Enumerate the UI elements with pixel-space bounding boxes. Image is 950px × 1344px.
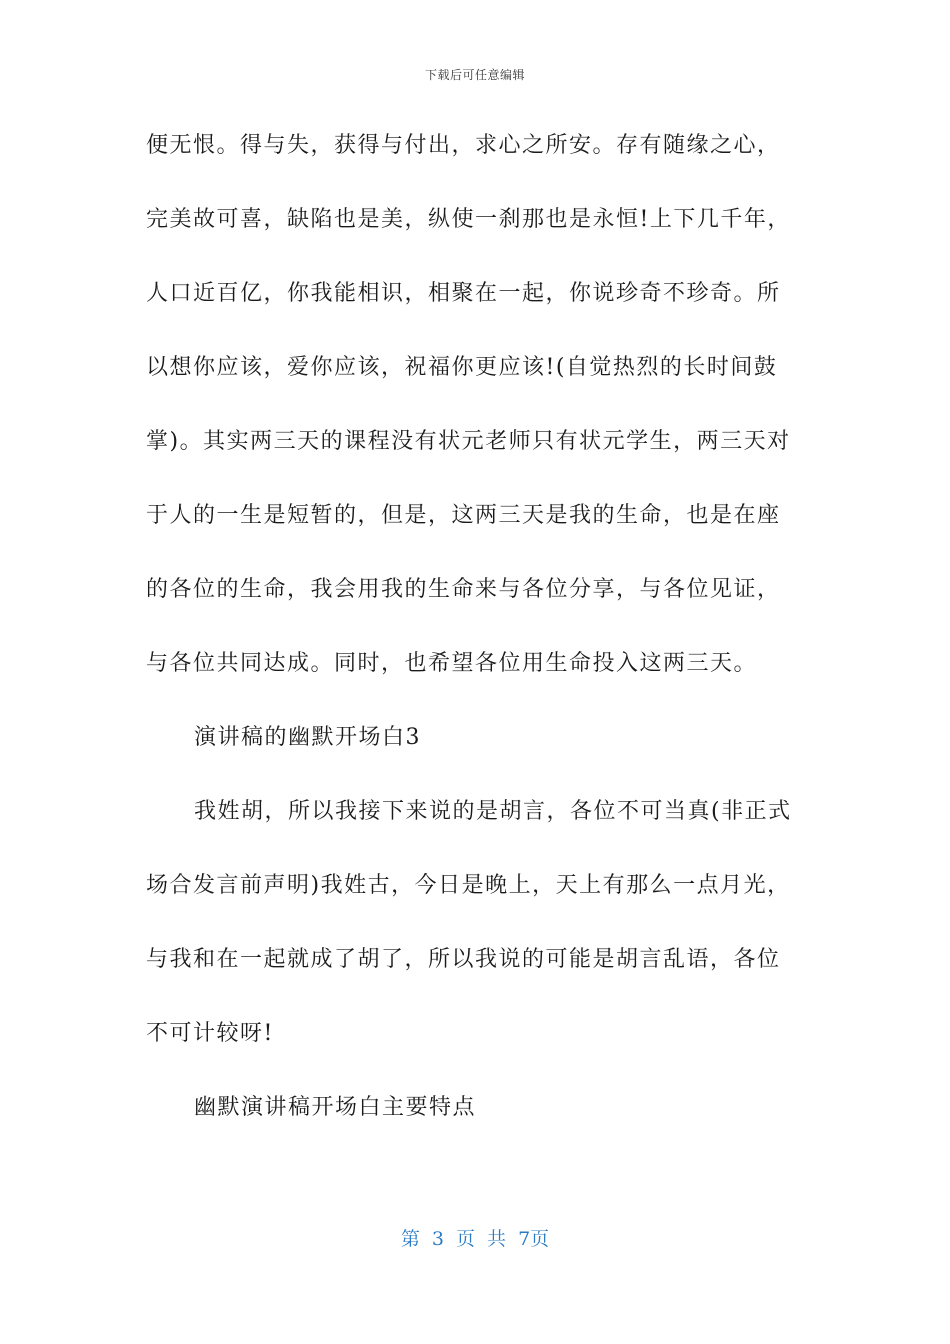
paragraph-line: 人口近百亿，你我能相识，相聚在一起，你说珍奇不珍奇。所 — [146, 281, 781, 306]
document-body — [146, 118, 806, 1154]
page-number: 第 3 页 共 7页 — [400, 1228, 550, 1250]
section-heading: 演讲稿的幽默开场白3 — [194, 725, 421, 750]
paragraph-line: 以想你应该，爱你应该，祝福你更应该!(自觉热烈的长时间鼓 — [146, 355, 778, 380]
paragraph-line: 的各位的生命，我会用我的生命来与各位分享，与各位见证， — [146, 577, 781, 602]
page-header: 下载后可任意编辑 — [424, 68, 525, 82]
paragraph-line: 场合发言前声明)我姓古，今日是晚上，天上有那么一点月光， — [146, 873, 791, 898]
section-heading: 幽默演讲稿开场白主要特点 — [194, 1095, 477, 1120]
paragraph-line: 我姓胡，所以我接下来说的是胡言，各位不可当真(非正式 — [194, 799, 792, 824]
paragraph-line: 与我和在一起就成了胡了，所以我说的可能是胡言乱语，各位 — [146, 947, 781, 972]
paragraph-line: 与各位共同达成。同时，也希望各位用生命投入这两三天。 — [146, 651, 758, 676]
paragraph-line: 完美故可喜，缺陷也是美，纵使一刹那也是永恒!上下几千年， — [146, 207, 791, 232]
paragraph-line: 便无恨。得与失，获得与付出，求心之所安。存有随缘之心， — [146, 133, 781, 158]
paragraph-line: 不可计较呀! — [146, 1021, 274, 1046]
paragraph-line: 掌)。其实两三天的课程没有状元老师只有状元学生，两三天对 — [146, 429, 791, 454]
paragraph-line: 于人的一生是短暂的，但是，这两三天是我的生命，也是在座 — [146, 503, 781, 528]
